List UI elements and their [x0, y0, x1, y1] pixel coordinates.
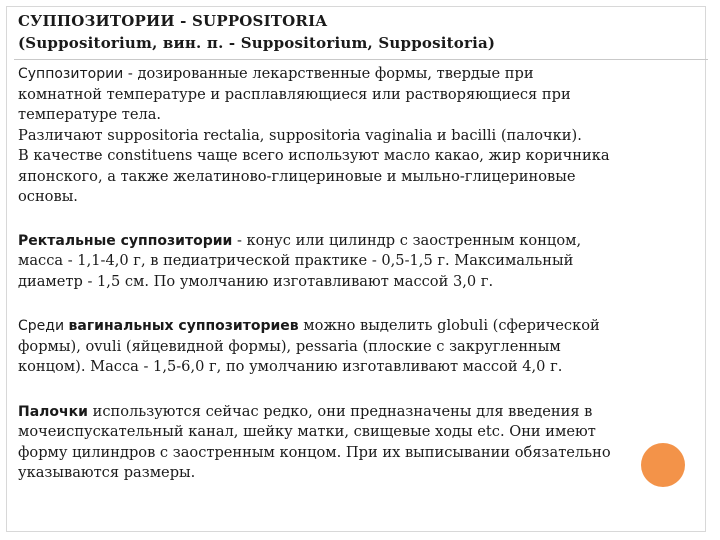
paragraph-rectal	[18, 231, 690, 293]
paragraph-sticks	[18, 402, 690, 484]
p4-line-1: используются сейчас редко, они предназначены для введения в	[87, 402, 593, 420]
term-sticks: Палочки	[18, 403, 88, 420]
p1-line-5: В качестве constituens чаще всего используют масло какао, жир коричника	[18, 147, 610, 164]
p1-line-2: комнатной температуре и расплавляющиеся или растворяющиеся при	[18, 85, 571, 103]
paragraph-vaginal	[18, 316, 690, 378]
decorative-orange-circle	[641, 443, 685, 487]
p3-line-3: концом). Масса - 1,5-6,0 г, по умолчанию изготавливают массой 4,0 г.	[18, 358, 563, 375]
p2-line-2: масса - 1,1-4,0 г, в педиатрической практике - 0,5-1,5 г. Максимальный	[18, 252, 574, 269]
p1-line-4: Различают suppositoria rectalia, suppositoria vaginalia и bacilli (палочки).	[18, 126, 582, 144]
p4-line-4: указываются размеры.	[18, 464, 196, 481]
p4-line-2: мочеиспускательный канал, шейку матки, свищевые ходы etc. Они имеют	[18, 423, 596, 440]
term-vaginal: вагинальных суппозиториев	[68, 318, 299, 334]
p3-prefix: Среди	[18, 318, 69, 334]
title-divider	[14, 59, 708, 60]
p3-line-2: формы), ovuli (яйцевидной формы), pessaria (плоские с закругленным	[18, 337, 561, 355]
term-suppositories: Суппозитории	[18, 66, 124, 82]
title-line-1: СУППОЗИТОРИИ - SUPPOSITORIA	[18, 12, 328, 30]
paragraph-definition	[18, 64, 690, 208]
p1-line-7: основы.	[18, 188, 78, 205]
p2-line-3: диаметр - 1,5 см. По умолчанию изготавливают массой 3,0 г.	[18, 272, 494, 290]
term-rectal: Ректальные суппозитории	[18, 232, 233, 249]
slide-body	[18, 64, 690, 508]
p3-line-1: можно выделить globuli (сферической	[298, 317, 600, 334]
p1-line-1: - дозированные лекарственные формы, твердые при	[123, 65, 534, 82]
p4-line-3: форму цилиндров с заостренным концом. При их выписывании обязательно	[18, 443, 611, 461]
p1-line-3: температуре тела.	[18, 106, 162, 123]
p1-line-6: японского, а также желатиново-глицериновые и мыльно-глицериновые	[18, 167, 576, 185]
slide-title	[18, 10, 708, 54]
p2-line-1: - конус или цилиндр с заостренным концом,	[232, 231, 582, 249]
title-line-2: (Suppositorium, вин. п. - Suppositorium, Suppositoria)	[18, 34, 496, 52]
